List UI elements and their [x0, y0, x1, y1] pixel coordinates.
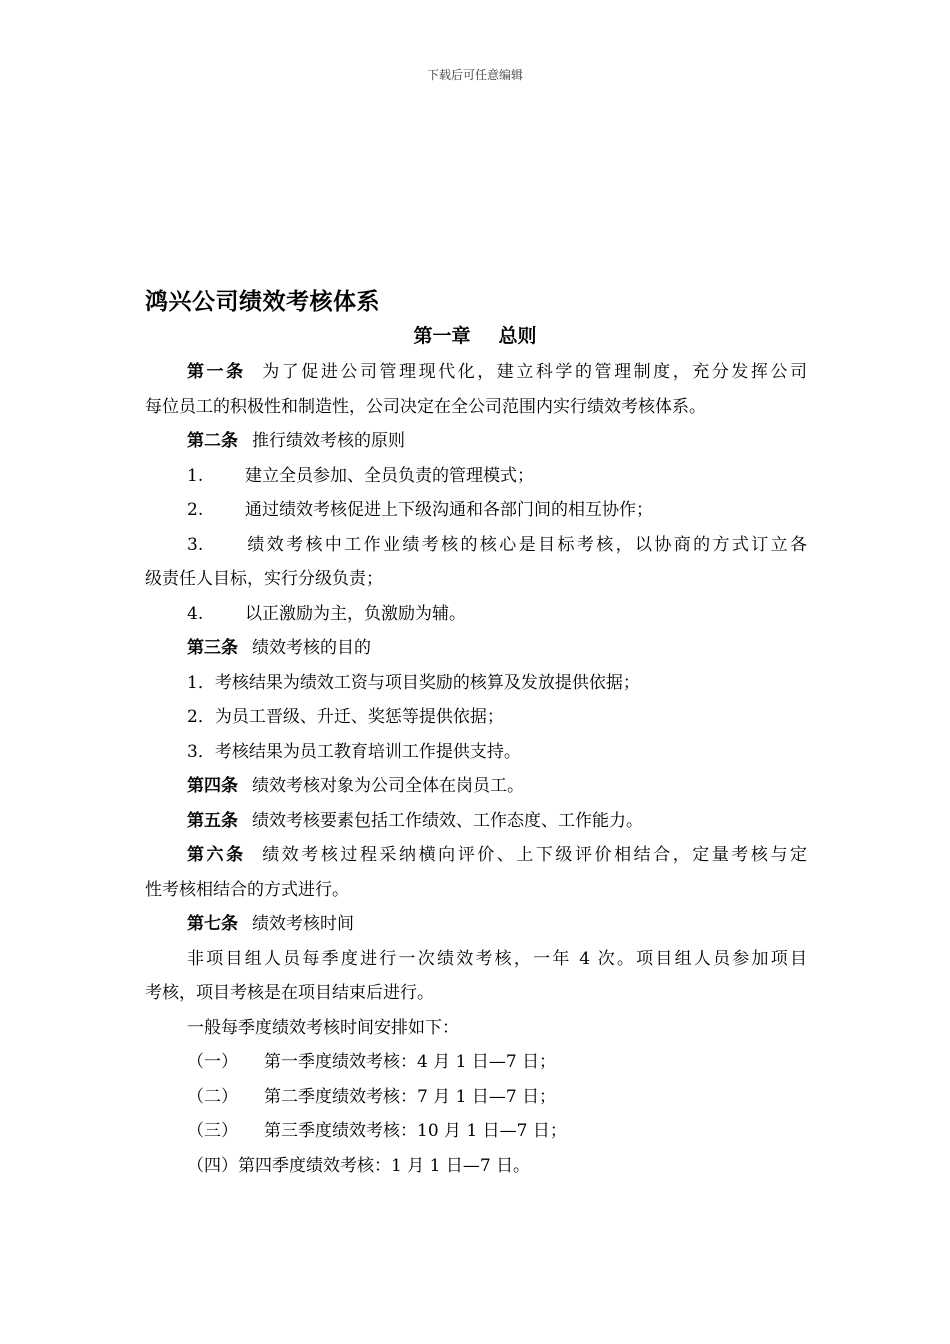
schedule-text: 第四季度绩效考核：1 月 1 日—7 日。	[238, 1155, 531, 1176]
principle-number: 2.	[187, 500, 204, 520]
principle-text: 绩效考核中工作业绩考核的核心是目标考核，以协商的方式订立各	[245, 534, 807, 555]
download-note: 下载后可任意编辑	[426, 68, 523, 82]
purpose-item: 1．考核结果为绩效工资与项目奖励的核算及发放提供依据；	[187, 672, 640, 693]
schedule-text: 第二季度绩效考核：7 月 1 日—7 日；	[264, 1086, 557, 1107]
schedule-intro: 一般每季度绩效考核时间安排如下：	[187, 1017, 459, 1038]
principle-item	[145, 597, 807, 632]
principle-item-continued: 级责任人目标，实行分级负责；	[145, 569, 383, 589]
schedule-item	[145, 1149, 807, 1184]
article-3	[145, 631, 807, 666]
article-6-text: 绩效考核过程采纳横向评价、上下级评价相结合，定量考核与定	[259, 845, 807, 865]
article-2-label: 第二条	[187, 431, 238, 451]
principle-text: 通过绩效考核促进上下级沟通和各部门间的相互协作；	[245, 500, 653, 520]
schedule-index: （一）	[187, 1052, 238, 1072]
chapter-name: 总则	[498, 325, 537, 347]
article-2	[145, 424, 807, 459]
schedule-text: 第一季度绩效考核：4 月 1 日—7 日；	[264, 1052, 557, 1072]
schedule-index: （三）	[187, 1121, 238, 1141]
article-1	[145, 355, 807, 390]
article-1-text: 为了促进公司管理现代化，建立科学的管理制度，充分发挥公司	[259, 362, 807, 382]
chapter-label: 第一章	[413, 325, 471, 347]
principle-number: 4.	[187, 603, 204, 624]
article-7-label: 第七条	[187, 914, 238, 934]
article-1-label: 第一条	[187, 362, 246, 382]
article-7-paragraph: 非项目组人员每季度进行一次绩效考核，一年 4 次。项目组人员参加项目	[187, 948, 807, 969]
article-3-text: 绩效考核的目的	[252, 638, 371, 658]
schedule-text: 第三季度绩效考核：10 月 1 日—7 日；	[264, 1121, 567, 1141]
article-3-label: 第三条	[187, 638, 238, 658]
article-6	[145, 838, 807, 873]
document-title: 鸿兴公司绩效考核体系	[145, 289, 380, 315]
principle-number: 1.	[187, 465, 204, 486]
article-5-label: 第五条	[187, 810, 238, 831]
principle-item	[145, 493, 807, 528]
schedule-item	[145, 1114, 807, 1149]
purpose-item: 3．考核结果为员工教育培训工作提供支持。	[187, 741, 521, 762]
article-6-label: 第六条	[187, 845, 246, 865]
article-5	[145, 804, 807, 839]
schedule-index: （四）	[187, 1155, 238, 1176]
article-4-text: 绩效考核对象为公司全体在岗员工。	[252, 776, 524, 796]
article-7	[145, 907, 807, 942]
principle-item	[145, 459, 807, 494]
document-body	[145, 355, 807, 1183]
article-4	[145, 769, 807, 804]
schedule-index: （二）	[187, 1086, 238, 1107]
article-1-continued: 每位员工的积极性和制造性，公司决定在全公司范围内实行绩效考核体系。	[145, 396, 706, 417]
principle-text: 以正激励为主，负激励为辅。	[245, 603, 466, 624]
principle-number: 3.	[187, 534, 204, 555]
purpose-item: 2．为员工晋级、升迁、奖惩等提供依据；	[187, 707, 504, 727]
principle-item	[145, 528, 807, 563]
article-5-text: 绩效考核要素包括工作绩效、工作态度、工作能力。	[252, 810, 643, 831]
article-2-text: 推行绩效考核的原则	[252, 431, 405, 451]
schedule-item	[145, 1080, 807, 1115]
article-7-paragraph-continued: 考核，项目考核是在项目结束后进行。	[145, 983, 434, 1003]
schedule-item	[145, 1045, 807, 1080]
principle-text: 建立全员参加、全员负责的管理模式；	[245, 465, 534, 486]
chapter-heading	[0, 321, 950, 348]
article-4-label: 第四条	[187, 776, 238, 796]
article-6-continued: 性考核相结合的方式进行。	[145, 879, 349, 900]
article-7-text: 绩效考核时间	[252, 914, 354, 934]
